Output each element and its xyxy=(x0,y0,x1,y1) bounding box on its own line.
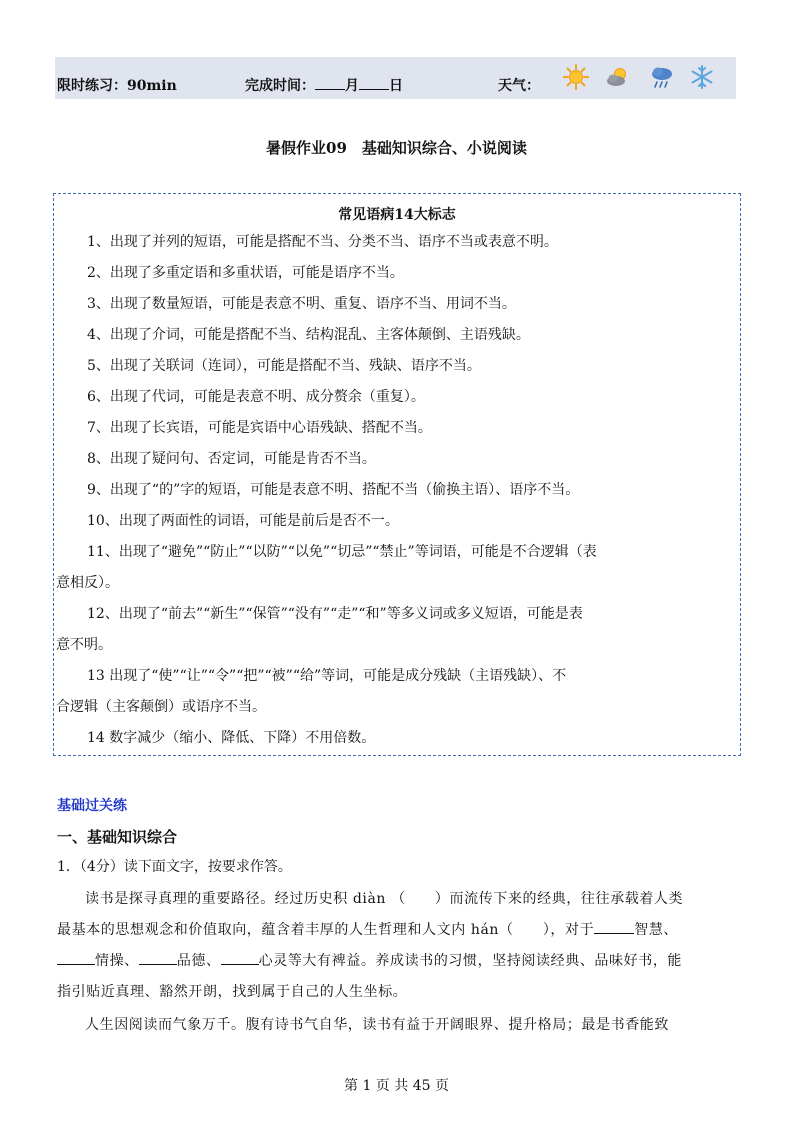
fill-blank[interactable] xyxy=(57,950,95,965)
rule-item: 1、出现了并列的短语，可能是搭配不当、分类不当、语序不当或表意不明。 xyxy=(87,234,558,250)
section-heading-basic-practice: 基础过关练 xyxy=(57,798,127,814)
rule-item: 12、出现了“前去”“新生”“保管”“没有”“走”“和”等多义词或多义短语，可能是表 意不明。 xyxy=(56,606,583,653)
reading-passage-line: 最基本的思想观念和价值取向，蕴含着丰厚的人生哲理和人文内 hán（ ），对于 智慧、 xyxy=(57,915,737,946)
rule-item: 13 出现了“使”“让”“令”“把”“被”“给”等词，可能是成分残缺（主语残缺）、不 合逻辑（主客颠倒）或语序不当。 xyxy=(56,668,567,715)
rule-item: 2、出现了多重定语和多重状语，可能是语序不当。 xyxy=(87,265,404,281)
rule-item: 8、出现了疑问句、否定词，可能是肯否不当。 xyxy=(87,451,376,467)
practice-header-bar xyxy=(55,57,736,99)
section-heading-knowledge: 一、基础知识综合 xyxy=(57,828,178,846)
box-title: 常见语病14大标志 xyxy=(338,207,456,223)
time-limit-label: 限时练习：90min xyxy=(57,78,177,94)
month-label: 月 xyxy=(345,78,359,94)
rule-item: 14 数字减少（缩小、降低、下降）不用倍数。 xyxy=(87,730,376,746)
weather-label: 天气： xyxy=(498,78,540,94)
reading-passage-line: 指引贴近真理、豁然开朗，找到属于自己的人生坐标。 xyxy=(57,984,408,1000)
reading-passage-line: 人生因阅读而气象万千。腹有诗书气自华，读书有益于开阔眼界、提升格局；最是书香能致 xyxy=(85,1017,669,1033)
rule-item: 6、出现了代词，可能是表意不明、成分赘余（重复）。 xyxy=(87,389,425,405)
snowflake-icon xyxy=(689,64,715,90)
rule-item: 4、出现了介词，可能是搭配不当、结构混乱、主客体颠倒、主语残缺。 xyxy=(87,327,530,343)
fill-blank[interactable] xyxy=(221,950,259,965)
reading-passage-line: 读书是探寻真理的重要路径。经过历史积 diàn （ ）而流传下来的经典，往往承载着人类 xyxy=(85,891,684,907)
partly-cloudy-icon xyxy=(605,64,631,90)
reading-passage-line: 情操、 品德、 心灵等大有裨益。养成读书的习惯，坚持阅读经典、品味好书，能 xyxy=(57,946,737,977)
rule-item: 10、出现了两面性的词语，可能是前后是否不一。 xyxy=(87,513,399,529)
grammar-error-tips-box xyxy=(53,193,741,756)
rule-item: 5、出现了关联词（连词），可能是搭配不当、残缺、语序不当。 xyxy=(87,358,481,374)
day-blank xyxy=(359,77,389,90)
page-title: 暑假作业09 基础知识综合、小说阅读 xyxy=(266,139,527,157)
page-footer: 第 1 页 共 45 页 xyxy=(344,1078,449,1094)
rule-item: 3、出现了数量短语，可能是表意不明、重复、语序不当、用词不当。 xyxy=(87,296,516,312)
sun-icon xyxy=(563,64,589,90)
fill-blank[interactable] xyxy=(139,950,177,965)
rain-cloud-icon xyxy=(649,64,675,90)
completion-time-label xyxy=(245,75,403,95)
rule-item: 11、出现了“避免”“防止”“以防”“以免”“切忌”“禁止”等词语，可能是不合逻辑（表 意相反）。 xyxy=(56,544,597,591)
fill-blank[interactable] xyxy=(594,919,634,934)
question-1-prompt: 1．（4分）读下面文字，按要求作答。 xyxy=(57,859,292,875)
day-label: 日 xyxy=(389,78,403,94)
rule-item: 9、出现了“的”字的短语，可能是表意不明、搭配不当（偷换主语）、语序不当。 xyxy=(87,482,580,498)
month-blank xyxy=(315,77,345,90)
completion-time-text: 完成时间： xyxy=(245,78,315,94)
rule-item: 7、出现了长宾语，可能是宾语中心语残缺、搭配不当。 xyxy=(87,420,432,436)
